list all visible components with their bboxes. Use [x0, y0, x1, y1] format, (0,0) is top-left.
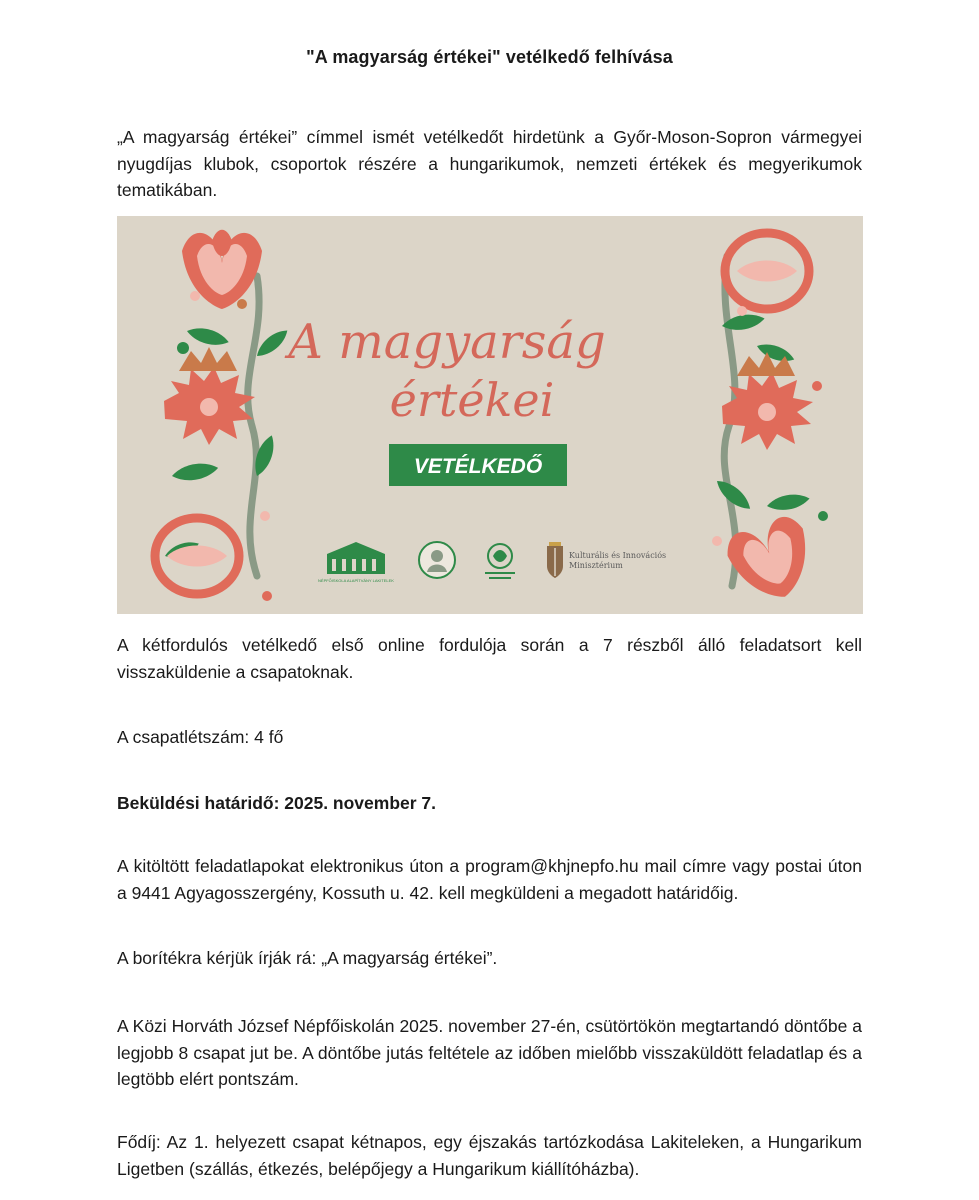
intro-paragraph: „A magyarság értékei” címmel ismét vetélkedőt hirdetünk a Győr-Moson-Sopron vármegyei nyugdíjas klubok, csoportok részére a hungarikumok, nemzeti értékek és megyerikumok tematikában. [117, 127, 862, 200]
nepfoiskola-logo-icon [318, 542, 394, 583]
team-size-paragraph: A csapatlétszám: 4 fő [117, 727, 284, 747]
event-banner [117, 216, 863, 614]
submission-paragraph: A kitöltött feladatlapokat elektronikus úton a program@khjnepfo.hu mail címre vagy postai úton a 9441 Agyagosszergény, Kossuth u. 42. kell megküldeni a megadott határidőig. [117, 856, 862, 903]
banner-title-line1: A magyarság [288, 314, 606, 370]
portrait-seal-logo-icon [419, 542, 455, 578]
final-info-paragraph: A Közi Horváth József Népfőiskolán 2025. november 27-én, csütörtökön megtartandó döntőbe a legjobb 8 csapat jut be. A döntőbe jutás feltétele az időben mielőbb visszaküldött feladatlap és a legtöbb elért pontszám. [117, 1016, 862, 1089]
ertektar-logo-icon [485, 544, 515, 579]
envelope-paragraph: A borítékra kérjük írják rá: „A magyarság értékei”. [117, 948, 498, 968]
nepfoiskola-logo-text: NÉPFŐISKOLA ALAPÍTVÁNY LAKITELEK [318, 578, 394, 583]
ministry-name-line1: Kulturális és Innovációs [569, 551, 667, 560]
hungarian-coat-of-arms-icon [547, 542, 563, 578]
banner-title-line2: értékei [389, 373, 555, 427]
prize-paragraph: Fődíj: Az 1. helyezett csapat kétnapos, egy éjszakás tartózkodása Lakiteleken, a Hungarikum Ligetben (szállás, étkezés, belépőjegy a Hungarikum kiállítóházba). [117, 1132, 862, 1179]
vetelkedo-badge-label: VETÉLKEDŐ [413, 455, 543, 478]
deadline-paragraph: Beküldési határidő: 2025. november 7. [117, 793, 437, 813]
ministry-name-line2: Minisztérium [569, 561, 623, 570]
left-floral-ornament-icon [155, 230, 292, 601]
document-title: "A magyarság értékei" vetélkedő felhívása [306, 47, 673, 67]
right-floral-ornament-icon [712, 233, 828, 610]
round-info-paragraph: A kétfordulós vetélkedő első online fordulója során a 7 részből álló feladatsort kell visszaküldenie a csapatoknak. [117, 635, 862, 682]
